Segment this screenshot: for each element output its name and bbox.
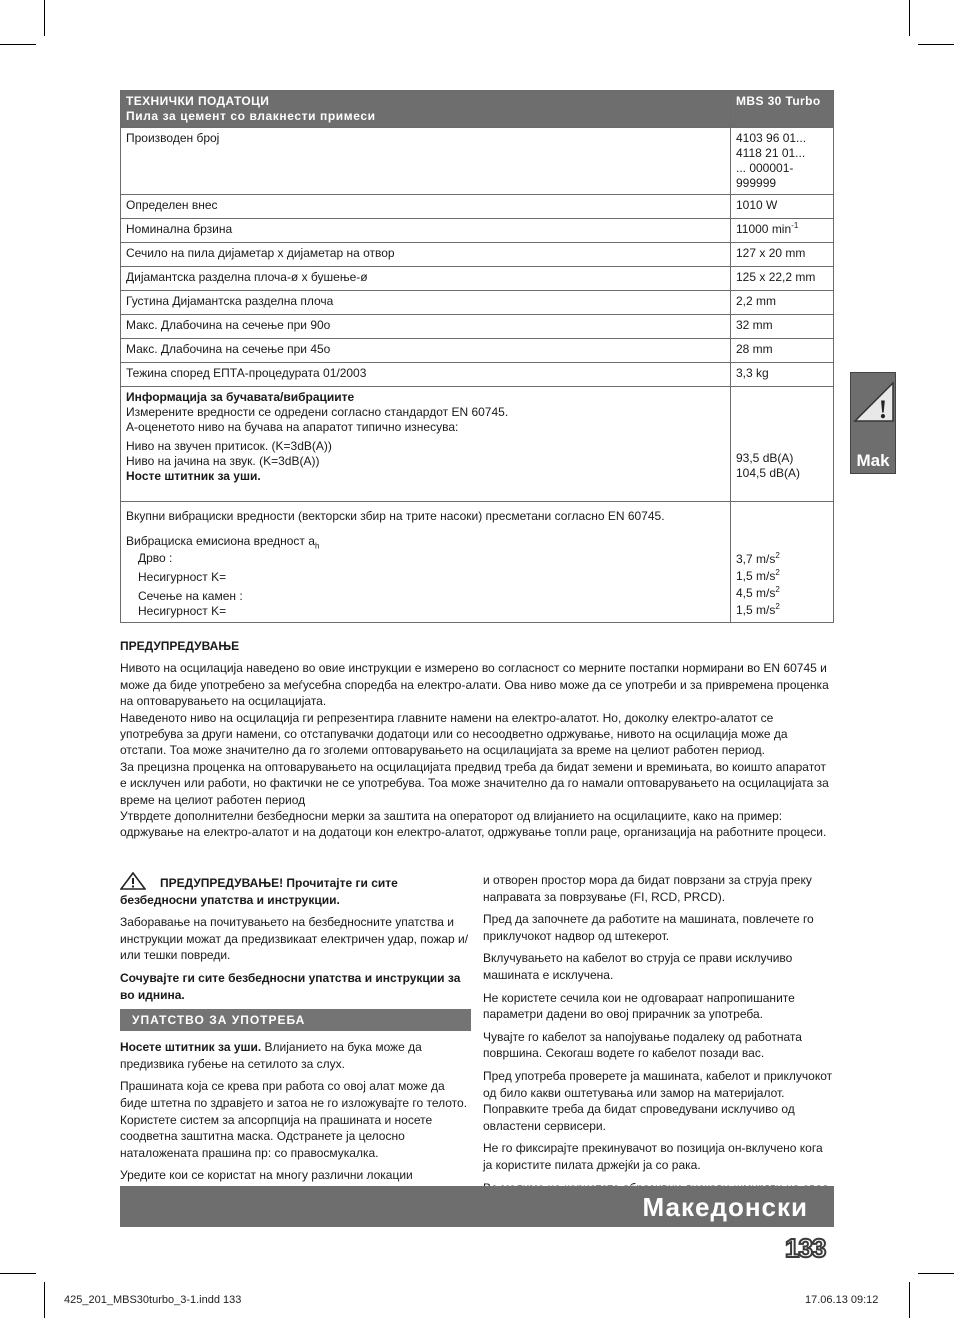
instruction-paragraph: и отворен простор мора да бидат поврзани за струја преку направата за поврзување (FI, RCD, PRCD). (483, 873, 812, 904)
table-row (121, 291, 834, 315)
noise-text: Измерените вредности се одредени согласно стандардот EN 60745. (126, 405, 509, 419)
vibration-info-cell (121, 502, 731, 623)
usage-ear-bold: Носете штитник за уши. (120, 1040, 262, 1055)
production-value-line: ... 000001-999999 (736, 161, 794, 190)
crop-mark (0, 1273, 36, 1274)
table-header-title-cell (121, 91, 731, 128)
row-value: 127 x 20 mm (731, 243, 834, 267)
row-value (731, 219, 834, 243)
usage-paragraph: Прашината која се крева при работа со овој алат може да биде штетна по здравјето и затоа не го изложувајте го телото. Користете систем за апсорпција на прашината и носете соодветна заштитна маска. Одстранете ја целосно наталожената прашина пр: со правосмукалка. (120, 1079, 468, 1160)
vibration-value-text: 1,5 m/s (736, 603, 776, 617)
warning-paragraph: Наведеното ниво на осцилација ги репрезентира главните намени на електро-алатот. Но, доколку електро-алатот се употребува за други намени, со отстапувачки додатоци или со несоодветно одржување, нивото на осцилација може да отстапи. Тоа може значително да го зголеми оптоварувањето на осцилацијата за време на целиот работен период. (120, 710, 788, 758)
usage-section-bar: УПАТСТВО ЗА УПОТРЕБА (120, 1009, 471, 1031)
warning-heading: ПРЕДУПРЕДУВАЊЕ (120, 639, 240, 653)
crop-mark (44, 1282, 45, 1318)
instruction-paragraph: Вклучувањето на кабелот во струја се прави исклучиво машината е исклучена. (483, 951, 793, 982)
crop-mark (44, 0, 45, 36)
production-value-line: 4103 96 01... (736, 131, 807, 145)
row-label: Макс. Длабочина на сечење при 45о (121, 339, 731, 363)
vibration-value (736, 602, 828, 619)
crop-mark (918, 44, 954, 45)
speed-value: 11000 min (736, 222, 792, 236)
vibration-stone-label: Сечење на камен : (138, 589, 243, 603)
technical-data-table (120, 90, 834, 623)
vibration-emission-label (126, 534, 725, 549)
vibration-subscript: h (314, 541, 320, 551)
print-date-info: 17.06.13 09:12 (805, 1294, 879, 1306)
table-subtitle: Пила за цемент со влакнести примеси (126, 109, 376, 123)
safety-heading-text: ПРЕДУПРЕДУВАЊЕ! Прочитајте ги сите безбедносни упатства и инструкции. (120, 876, 398, 907)
row-value: 1010 W (731, 195, 834, 219)
noise-text: А-оценетото ниво на бучава на апаратот типично изнесува: (126, 420, 459, 434)
warning-paragraph: За прецизна проценка на оптоварувањето на осцилацијата предвид треба да бидат земени и времињата, во коишто апаратот е исклучен или работи, но фактички не се употребува. Тоа може значително да го намали оптоварувањето на осцилацијата за време на целиот работен период (120, 759, 829, 807)
row-value: 32 mm (731, 315, 834, 339)
print-file-info: 425_201_MBS30turbo_3-1.indd 133 (64, 1294, 242, 1306)
row-label: Густина Дијамантска разделна плоча (121, 291, 731, 315)
exponent: 2 (775, 602, 780, 611)
vibration-value (736, 585, 828, 602)
table-row (121, 219, 834, 243)
vibration-value-text: 4,5 m/s (736, 586, 776, 600)
table-row (121, 195, 834, 219)
row-label: Производен број (121, 128, 731, 195)
warning-icon (853, 381, 895, 423)
noise-pressure-value: 93,5 dB(A) (736, 451, 794, 465)
warning-paragraph: Утврдете дополнителни безбедносни мерки за заштита на операторот од влијанието на осцилациите, како на пример: одржување на електро-алатот и на додатоци кон електро-алатот, одржување топли раце, организација на работните процеси. (120, 809, 827, 840)
vibration-wood-label: Дрво : (138, 551, 173, 565)
vibration-value (736, 551, 828, 568)
crop-mark (918, 1273, 954, 1274)
table-header-row (121, 91, 834, 128)
warning-paragraph: Нивото на осцилација наведено во овие инструкции е измерено во согласност со мерните постапки нормирани во EN 60745 и може да биде употребено за меѓусебна споредба на електро-алати. Ова ниво може да се употреби и за привремена проценка на оптоварувањето на осцилацијата. (120, 661, 829, 709)
table-row (121, 363, 834, 387)
svg-text:!: ! (878, 395, 888, 423)
vibration-emission-text: Вибрациска емисиона вредност a (126, 534, 315, 548)
safety-keep-note: Сочувајте ги сите безбедносни упатства и инструкции за во иднина. (120, 970, 461, 1002)
warning-triangle-icon (120, 872, 146, 890)
table-row (121, 387, 834, 502)
instruction-paragraph: Пред употреба проверете ја машината, кабелот и приклучокот од било какви оштетувања или замор на материјалот. Поправките треба да бидат спроведувани исклучиво од овластени сервисери. (483, 1068, 833, 1133)
production-value-line: 4118 21 01... (736, 146, 806, 160)
language-tab (850, 372, 896, 474)
row-label: Макс. Длабочина на сечење при 90о (121, 315, 731, 339)
noise-title: Информација за бучавата/вибрациите (126, 390, 355, 404)
noise-power-value: 104,5 dB(A) (736, 466, 801, 480)
speed-exponent: -1 (791, 221, 799, 230)
vibration-uncertainty-label: Несигурност K= (138, 604, 227, 618)
row-value (731, 128, 834, 195)
safety-heading (120, 872, 471, 908)
exponent: 2 (775, 585, 780, 594)
table-row (121, 267, 834, 291)
usage-ear-text: Влијанието на бука може да предизвика губење на сетилото за слух. (120, 1040, 422, 1071)
vibration-value (736, 568, 828, 585)
noise-pressure-label: Ниво на звучен притисок. (K=3dB(A)) (126, 439, 332, 453)
row-label: Тежина според ЕПТА-процедурата 01/2003 (121, 363, 731, 387)
noise-power-label: Ниво на јачина на звук. (K=3dB(A)) (126, 454, 320, 468)
vibration-values-cell (731, 502, 834, 623)
vibration-warning-section (120, 638, 834, 841)
exponent: 2 (775, 551, 780, 560)
usage-paragraph (120, 1039, 471, 1072)
exponent: 2 (775, 568, 780, 577)
page-number: 133 (785, 1233, 826, 1263)
ear-protection-note: Носте штитник за уши. (126, 469, 261, 483)
instruction-paragraph: Пред да започнете да работите на машината, повлечете го приклучокот надвор од штекерот. (483, 912, 814, 943)
table-title: ТЕХНИЧКИ ПОДАТОЦИ (126, 94, 270, 108)
safety-paragraph: Заборавање на почитувањето на безбедносните упатства и инструкции можат да предизвикаат електричен удар, пожар и/или тешки повреди. (120, 915, 469, 963)
row-label: Номинална брзина (121, 219, 731, 243)
row-label: Определен внес (121, 195, 731, 219)
instruction-paragraph: Чувајте го кабелот за напојување подалеку од работната површина. Секогаш водете го кабелот позади вас. (483, 1029, 802, 1061)
vibration-value-text: 3,7 m/s (736, 552, 776, 566)
crop-mark (909, 1282, 910, 1318)
instruction-paragraph: Не користете сечила кои не одговараат напропишаните параметри дадени во овој прирачник за употреба. (483, 990, 795, 1022)
noise-info-cell (121, 387, 731, 502)
row-value: 3,3 kg (731, 363, 834, 387)
crop-mark (909, 0, 910, 36)
noise-values-cell (731, 387, 834, 502)
vibration-value-text: 1,5 m/s (736, 569, 776, 583)
table-row (121, 243, 834, 267)
row-label: Сечило на пила дијаметар x дијаметар на отвор (121, 243, 731, 267)
table-row (121, 339, 834, 363)
row-value: 2,2 mm (731, 291, 834, 315)
right-column (483, 872, 834, 1219)
row-value: 125 x 22,2 mm (731, 267, 834, 291)
left-column (120, 872, 471, 1207)
vibration-uncertainty-label: Несигурност K= (138, 570, 227, 584)
language-tab-label: Mak (856, 451, 890, 470)
instruction-paragraph: Не го фиксирајте прекинувачот во позиција он-вклучено кога ја користите пилата држејќи ја со рака. (483, 1141, 823, 1172)
table-model: MBS 30 Turbo (731, 91, 834, 128)
table-row (121, 128, 834, 195)
table-row (121, 502, 834, 623)
crop-mark (0, 44, 36, 45)
language-footer-bar: Македонски (120, 1186, 834, 1227)
row-label: Дијамантска разделна плоча-ø x бушење-ø (121, 267, 731, 291)
usage-paragraph: Уредите кои се користат на многу различни локации (120, 1168, 413, 1183)
row-value: 28 mm (731, 339, 834, 363)
vibration-text: Вкупни вибрациски вредности (векторски збир на трите насоки) пресметани согласно EN 60745. (126, 509, 665, 523)
table-row (121, 315, 834, 339)
